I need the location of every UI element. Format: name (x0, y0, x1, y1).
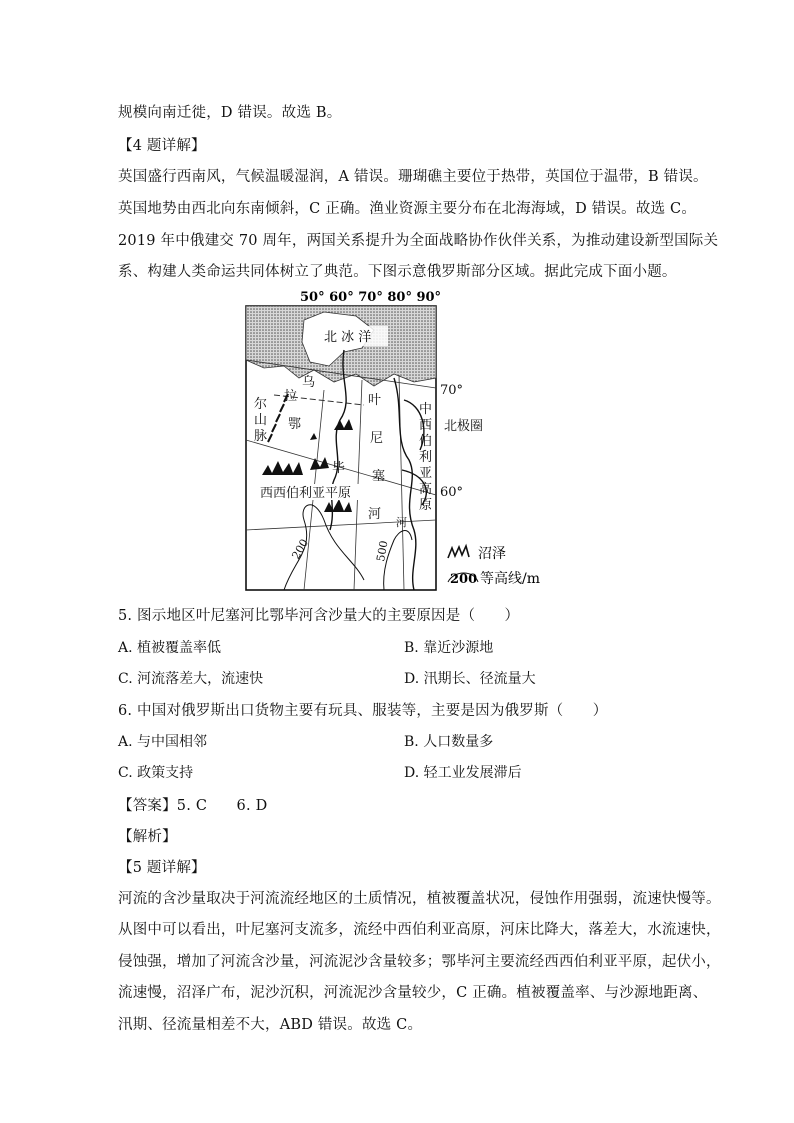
map-legend (448, 546, 540, 587)
text-line: 英国盛行西南风，气候温暖湿润，A 错误。珊瑚礁主要位于热带，英国位于温带，B 错误。 (118, 169, 708, 185)
lat-70-label: 70° (440, 383, 464, 398)
plateau-char: 西 (419, 418, 433, 433)
plateau-char: 原 (419, 498, 433, 513)
plateau-char: 高 (419, 482, 433, 497)
question-6-stem: 6. 中国对俄罗斯出口货物主要有玩具、服装等，主要是因为俄罗斯（ ） (118, 703, 608, 719)
river-char: 河 (396, 516, 407, 529)
paragraph-line: 汛期、径流量相差不大，ABD 错误。故选 C。 (118, 1017, 423, 1033)
ural-char: 乌 (302, 375, 316, 390)
q5-option-b: B. 靠近沙源地 (404, 640, 494, 656)
question-5-stem: 5. 图示地区叶尼塞河比鄂毕河含沙量大的主要原因是（ ） (118, 608, 520, 624)
arctic-circle-label: 北极圈 (444, 419, 484, 434)
contour-200-label: 200 (289, 536, 312, 562)
ocean-label: 北 冰 洋 (324, 330, 372, 345)
ural-char: 拉 (284, 389, 298, 404)
plateau-char: 伯 (419, 434, 433, 449)
ural-char: 尔 (254, 397, 268, 412)
longitude-labels: 50° 60° 70° 80° 90° (300, 290, 442, 305)
q5-option-c: C. 河流落差大，流速快 (118, 671, 264, 687)
paragraph-line: 流速慢，沼泽广布，泥沙沉积，河流泥沙含量较少，C 正确。植被覆盖率、与沙源地距离、 (118, 985, 708, 1001)
q6-option-c: C. 政策支持 (118, 765, 194, 781)
marsh-legend-icon (448, 546, 469, 558)
legend-contour-number: 200 (450, 572, 478, 587)
yenisei-char: 尼 (370, 431, 384, 446)
paragraph-line: 侵蚀强，增加了河流含沙量，河流泥沙含量较多；鄂毕河主要流经西西伯利亚平原，起伏小， (118, 954, 721, 970)
q6-option-a: A. 与中国相邻 (118, 734, 208, 750)
text-line: 2019 年中俄建交 70 周年，两国关系提升为全面战略协作伙伴关系，为推动建设新型国际关 (118, 233, 719, 249)
text-line: 英国地势由西北向东南倾斜，C 正确。渔业资源主要分布在北海海域，D 错误。故选 C。 (118, 201, 697, 217)
answer-line: 【答案】5. C 6. D (118, 798, 268, 814)
plain-label: 西西伯利亚平原 (260, 486, 352, 501)
section-heading: 【4 题详解】 (118, 138, 206, 154)
legend-marsh-label: 沼泽 (478, 546, 506, 562)
ural-char: 山 (254, 413, 268, 428)
lat-60-label: 60° (440, 485, 464, 500)
section-heading: 【5 题详解】 (118, 860, 206, 876)
q6-option-b: B. 人口数量多 (404, 734, 494, 750)
ural-char: 脉 (254, 429, 268, 444)
plateau-char: 亚 (419, 466, 433, 481)
contour-500-label: 500 (374, 539, 391, 563)
paragraph-line: 从图中可以看出，叶尼塞河支流多，流经中西伯利亚高原，河床比降大，落差大，水流速快， (118, 922, 721, 938)
ob-char: 毕 (332, 461, 346, 476)
legend-contour-label: 等高线/m (480, 571, 540, 587)
russia-map-figure (244, 290, 574, 595)
plateau-char: 中 (419, 402, 433, 417)
paragraph-line: 河流的含沙量取决于河流流经地区的土质情况，植被覆盖状况，侵蚀作用强弱，流速快慢等。 (118, 891, 721, 907)
yenisei-char: 塞 (372, 469, 386, 484)
analysis-heading: 【解析】 (118, 829, 177, 845)
text-line: 规模向南迁徙，D 错误。故选 B。 (118, 105, 342, 121)
q5-option-d: D. 汛期长、径流量大 (404, 671, 536, 687)
q6-option-d: D. 轻工业发展滞后 (404, 765, 522, 781)
text-line: 系、构建人类命运共同体树立了典范。下图示意俄罗斯部分区域。据此完成下面小题。 (118, 264, 677, 280)
ob-char: 鄂 (288, 417, 302, 432)
q5-option-a: A. 植被覆盖率低 (118, 640, 222, 656)
yenisei-char: 河 (368, 507, 382, 522)
yenisei-char: 叶 (368, 393, 382, 408)
plateau-char: 利 (419, 450, 433, 465)
